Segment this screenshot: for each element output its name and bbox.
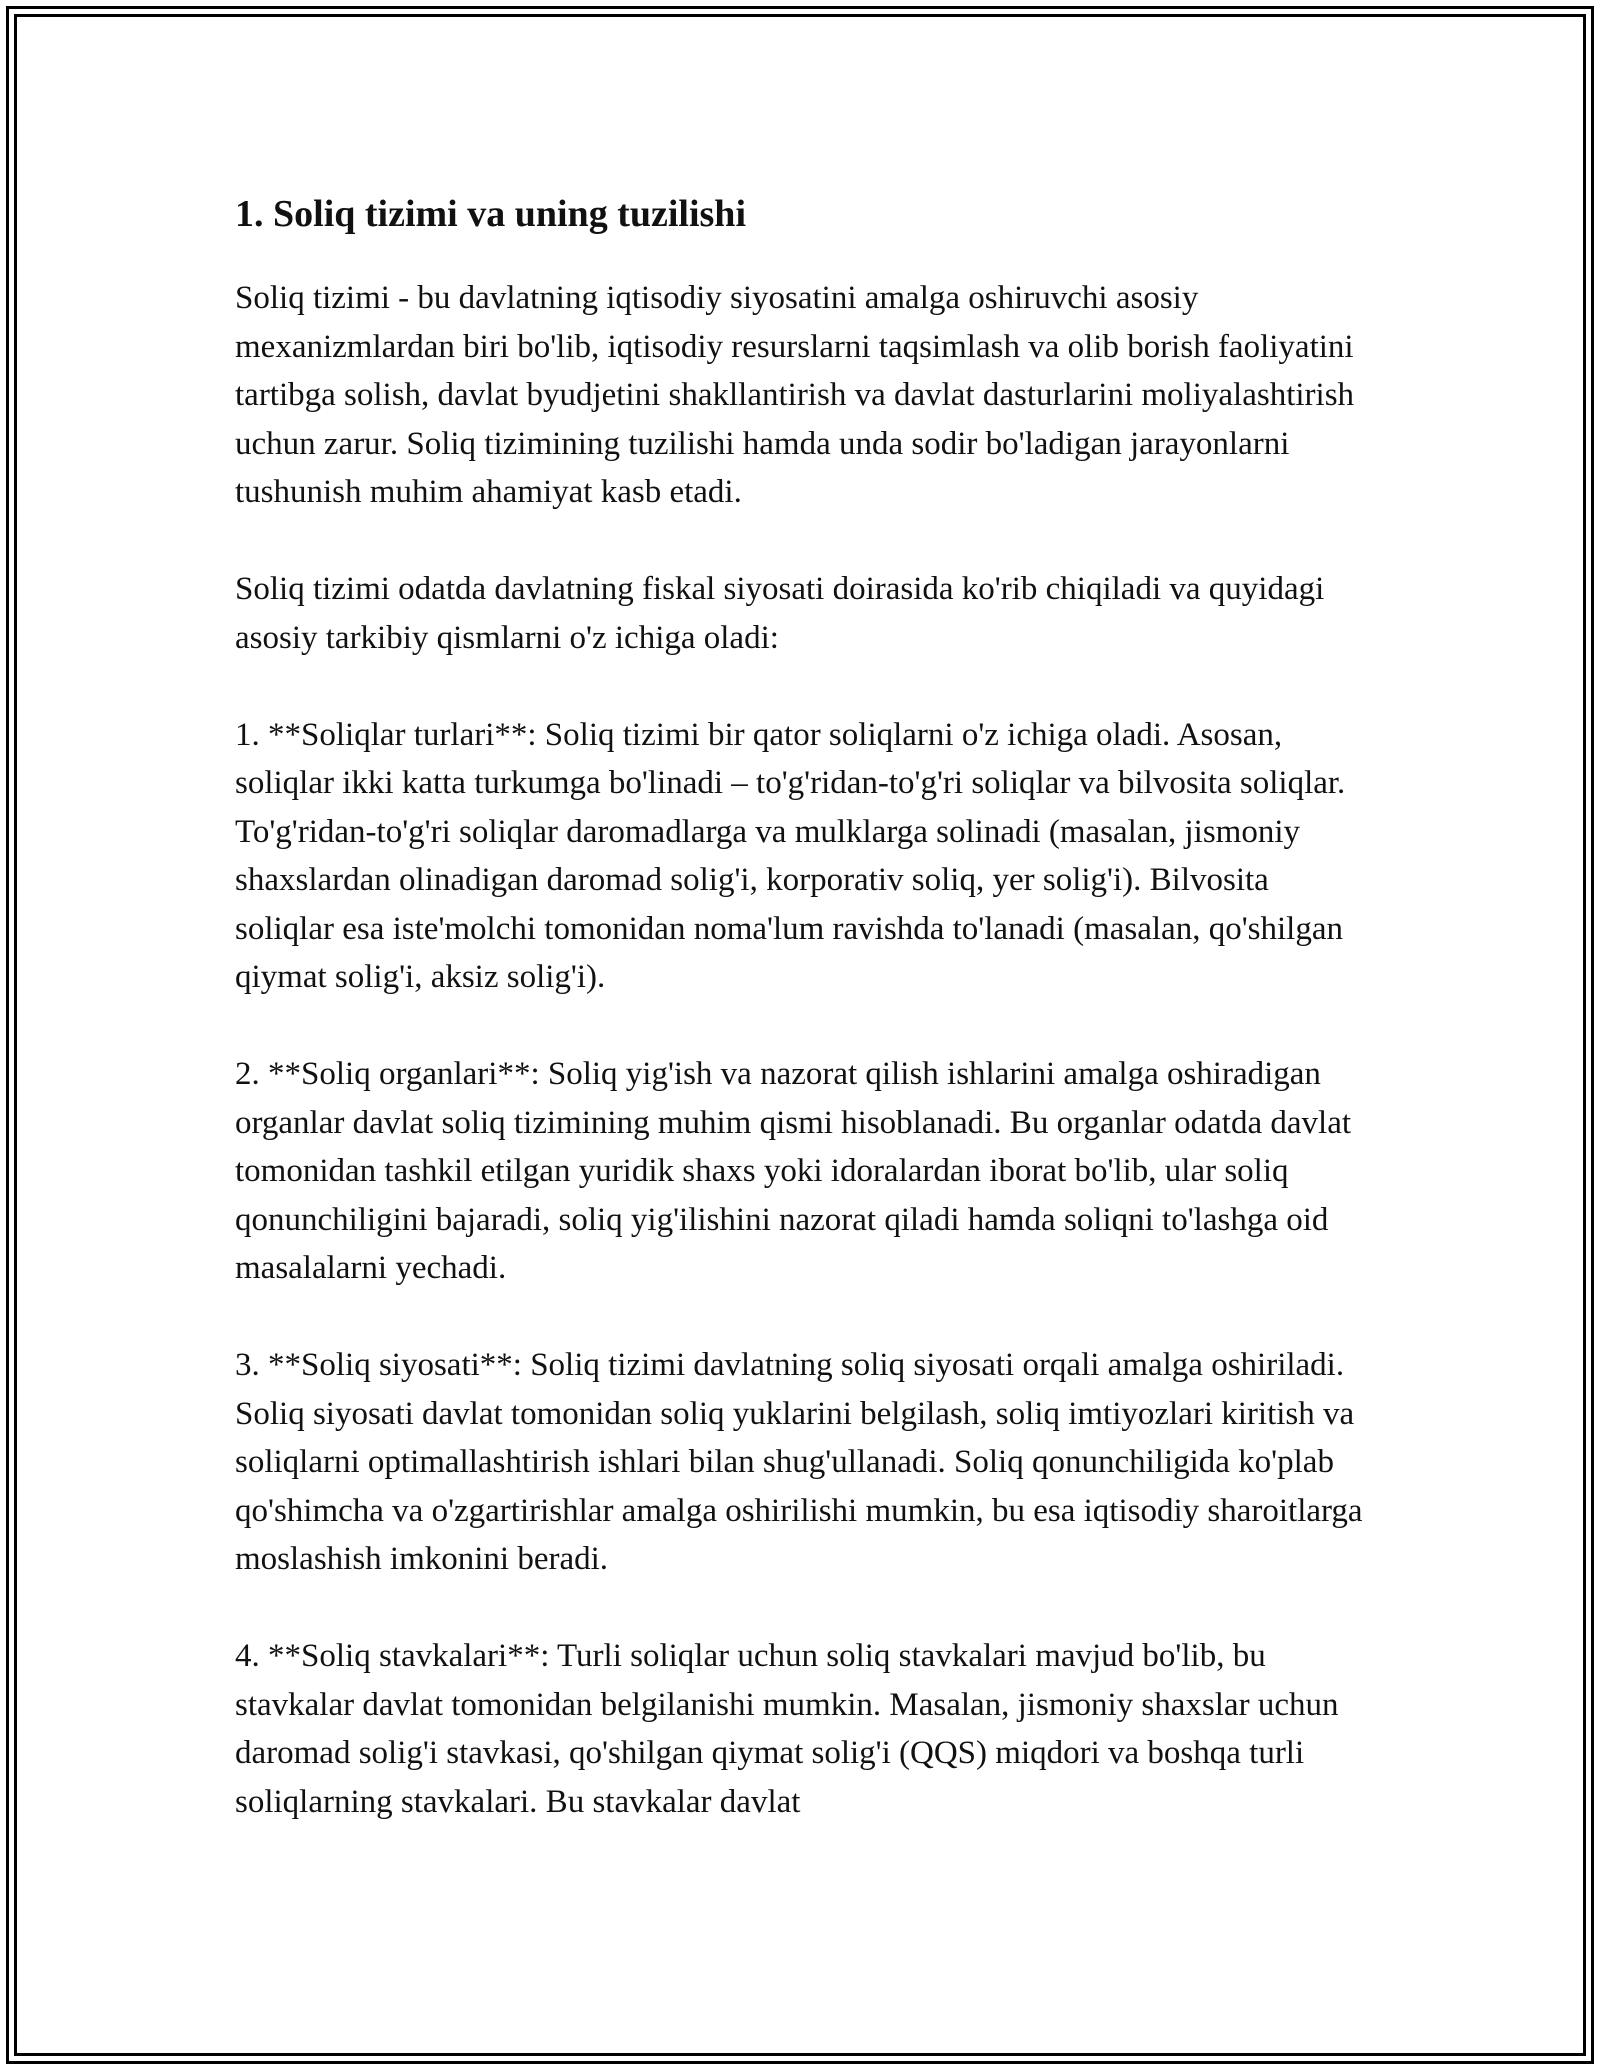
paragraph-tax-policy: 3. **Soliq siyosati**: Soliq tizimi davlatning soliq siyosati orqali amalga oshiriladi. Soliq siyosati davlat tomonidan soliq yuklarini belgilash, soliq imtiyozlari kiritish va soliqlarni optimallashtirish ishlari bilan shug'ullanadi. Soliq qonunchiligida ko'plab qo'shimcha va o'zgartirishlar amalga oshirilishi mumkin, bu esa iqtisodiy sharoitlarga moslashish imkonini beradi. <box>235 1347 1363 1577</box>
paragraph-intro: Soliq tizimi - bu davlatning iqtisodiy siyosatini amalga oshiruvchi asosiy mexanizmlardan biri bo'lib, iqtisodiy resurslarni taqsimlash va olib borish faoliyatini tartibga solish, davlat byudjetini shakllantirish va davlat dasturlarini moliyalashtirish uchun zarur. Soliq tizimining tuzilishi hamda unda sodir bo'ladigan jarayonlarni tushunish muhim ahamiyat kasb etadi. <box>235 280 1355 510</box>
paragraph-tax-types: 1. **Soliqlar turlari**: Soliq tizimi bir qator soliqlarni o'z ichiga oladi. Asosan, soliqlar ikki katta turkumga bo'linadi – to'g'ridan-to'g'ri soliqlar va bilvosita soliqlar. To'g'ridan-to'g'ri soliqlar daromadlarga va mulklarga solinadi (masalan, jismoniy shaxslardan olinadigan daromad solig'i, korporativ soliq, yer solig'i). Bilvosita soliqlar esa iste'molchi tomonidan noma'lum ravishda to'lanadi (masalan, qo'shilgan qiymat solig'i, aksiz solig'i). <box>235 716 1346 995</box>
paragraph-tax-authorities: 2. **Soliq organlari**: Soliq yig'ish va nazorat qilish ishlarini amalga oshiradigan organlar davlat soliq tizimining muhim qismi hisoblanadi. Bu organlar odatda davlat tomonidan tashkil etilgan yuridik shaxs yoki idoralardan iborat bo'lib, ular soliq qonunchiligini bajaradi, soliq yig'ilishini nazorat qiladi hamda soliqni to'lashga oid masalalarni yechadi. <box>235 1056 1352 1286</box>
paragraph-components-intro: Soliq tizimi odatda davlatning fiskal siyosati doirasida ko'rib chiqiladi va quyidagi asosiy tarkibiy qismlarni o'z ichiga oladi: <box>235 571 1325 656</box>
document-title: 1. Soliq tizimi va uning tuzilishi <box>235 193 746 235</box>
document-body <box>235 188 1375 1875</box>
paragraph-tax-rates: 4. **Soliq stavkalari**: Turli soliqlar uchun soliq stavkalari mavjud bo'lib, bu stavkalar davlat tomonidan belgilanishi mumkin. Masalan, jismoniy shaxslar uchun daromad solig'i stavkasi, qo'shilgan qiymat solig'i (QQS) miqdori va boshqa turli soliqlarning stavkalari. Bu stavkalar davlat <box>235 1638 1339 1820</box>
